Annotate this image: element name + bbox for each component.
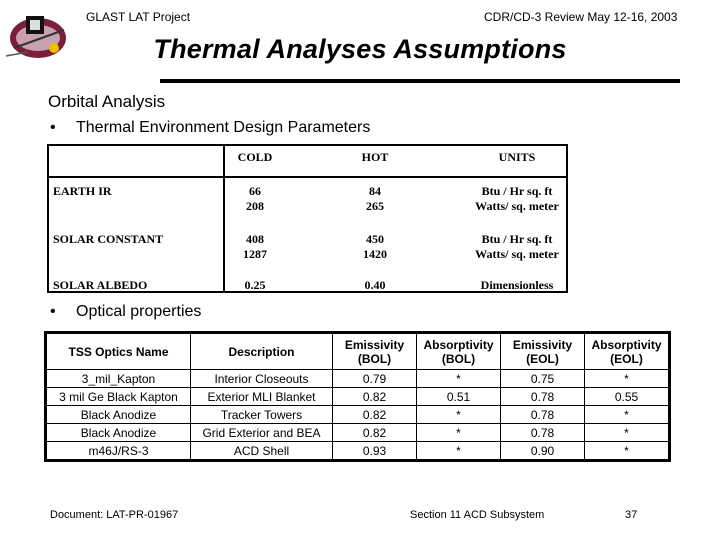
optics-header-row — [47, 334, 669, 370]
cell-emissivity-bol: 0.82 — [333, 424, 417, 442]
environment-table — [47, 144, 568, 293]
table-row — [47, 424, 669, 442]
header-tss-name: TSS Optics Name — [47, 334, 191, 370]
bullet-optical-text: Optical properties — [76, 303, 202, 320]
cell-absorptivity-bol: 0.51 — [417, 388, 501, 406]
solar-constant-cold-btu: 408 — [246, 232, 264, 246]
cell-absorptivity-bol: * — [417, 424, 501, 442]
section-heading: Orbital Analysis — [48, 92, 166, 111]
solar-albedo-hot: 0.40 — [364, 278, 386, 292]
bullet-optical: • Optical properties — [50, 303, 202, 320]
cell-emissivity-eol: 0.78 — [501, 424, 585, 442]
header-cold: COLD — [237, 150, 273, 164]
table-divider — [223, 146, 225, 291]
cell-emissivity-bol: 0.79 — [333, 370, 417, 388]
earth-ir-hot-btu: 84 — [369, 184, 381, 198]
footer-section: Section 11 ACD Subsystem — [410, 509, 545, 521]
cell-emissivity-eol: 0.78 — [501, 388, 585, 406]
solar-constant-unit-btu: Btu / Hr sq. ft — [481, 232, 553, 246]
cell-absorptivity-eol: 0.55 — [585, 388, 669, 406]
title-rule — [160, 79, 680, 83]
cell-emissivity-eol: 0.90 — [501, 442, 585, 460]
project-name: GLAST LAT Project — [86, 10, 191, 24]
cell-description: Tracker Towers — [191, 406, 333, 424]
cell-description: Grid Exterior and BEA — [191, 424, 333, 442]
earth-ir-cold-watts: 208 — [246, 199, 264, 213]
header-hot: HOT — [361, 150, 389, 164]
table-divider — [49, 176, 566, 178]
solar-constant-hot-watts: 1420 — [363, 247, 387, 261]
row-label-solar-constant: SOLAR CONSTANT — [53, 232, 164, 246]
footer-document: Document: LAT-PR-01967 — [50, 509, 179, 521]
cell-absorptivity-bol: * — [417, 406, 501, 424]
cell-emissivity-eol: 0.75 — [501, 370, 585, 388]
solar-constant-unit-watts: Watts/ sq. meter — [475, 247, 559, 261]
cell-absorptivity-eol: * — [585, 406, 669, 424]
review-info: CDR/CD-3 Review May 12-16, 2003 — [484, 10, 678, 24]
earth-ir-cold-btu: 66 — [249, 184, 261, 198]
solar-constant-cold-watts: 1287 — [243, 247, 267, 261]
cell-description: Exterior MLI Blanket — [191, 388, 333, 406]
cell-absorptivity-eol: * — [585, 442, 669, 460]
cell-tss-name: 3 mil Ge Black Kapton — [47, 388, 191, 406]
footer-page-number: 37 — [625, 509, 638, 521]
optics-table — [46, 333, 669, 460]
header-units: UNITS — [498, 150, 536, 164]
earth-ir-unit-watts: Watts/ sq. meter — [475, 199, 559, 213]
bullet-environment-text: Thermal Environment Design Parameters — [76, 119, 371, 136]
cell-emissivity-bol: 0.82 — [333, 406, 417, 424]
earth-ir-unit-btu: Btu / Hr sq. ft — [481, 184, 553, 198]
cell-emissivity-bol: 0.93 — [333, 442, 417, 460]
page-title: Thermal Analyses Assumptions — [153, 34, 567, 64]
cell-tss-name: 3_mil_Kapton — [47, 370, 191, 388]
cell-description: ACD Shell — [191, 442, 333, 460]
header-emissivity-eol: Emissivity (EOL) — [501, 334, 585, 370]
solar-constant-hot-btu: 450 — [366, 232, 384, 246]
table-row — [47, 388, 669, 406]
table-row — [47, 406, 669, 424]
solar-albedo-cold: 0.25 — [244, 278, 266, 292]
table-row — [47, 370, 669, 388]
bullet-environment: • Thermal Environment Design Parameters — [50, 119, 371, 136]
cell-absorptivity-eol: * — [585, 424, 669, 442]
header-absorptivity-eol: Absorptivity (EOL) — [585, 334, 669, 370]
cell-tss-name: Black Anodize — [47, 406, 191, 424]
cell-absorptivity-bol: * — [417, 370, 501, 388]
header-absorptivity-bol: Absorptivity (BOL) — [417, 334, 501, 370]
row-label-earth-ir: EARTH IR — [53, 184, 112, 198]
cell-emissivity-eol: 0.78 — [501, 406, 585, 424]
table-row — [47, 442, 669, 460]
cell-absorptivity-bol: * — [417, 442, 501, 460]
solar-albedo-unit: Dimensionless — [480, 278, 554, 292]
cell-description: Interior Closeouts — [191, 370, 333, 388]
cell-absorptivity-eol: * — [585, 370, 669, 388]
cell-emissivity-bol: 0.82 — [333, 388, 417, 406]
header-description: Description — [191, 334, 333, 370]
cell-tss-name: m46J/RS-3 — [47, 442, 191, 460]
cell-tss-name: Black Anodize — [47, 424, 191, 442]
row-label-solar-albedo: SOLAR ALBEDO — [53, 278, 148, 292]
earth-ir-hot-watts: 265 — [366, 199, 384, 213]
header-emissivity-bol: Emissivity (BOL) — [333, 334, 417, 370]
